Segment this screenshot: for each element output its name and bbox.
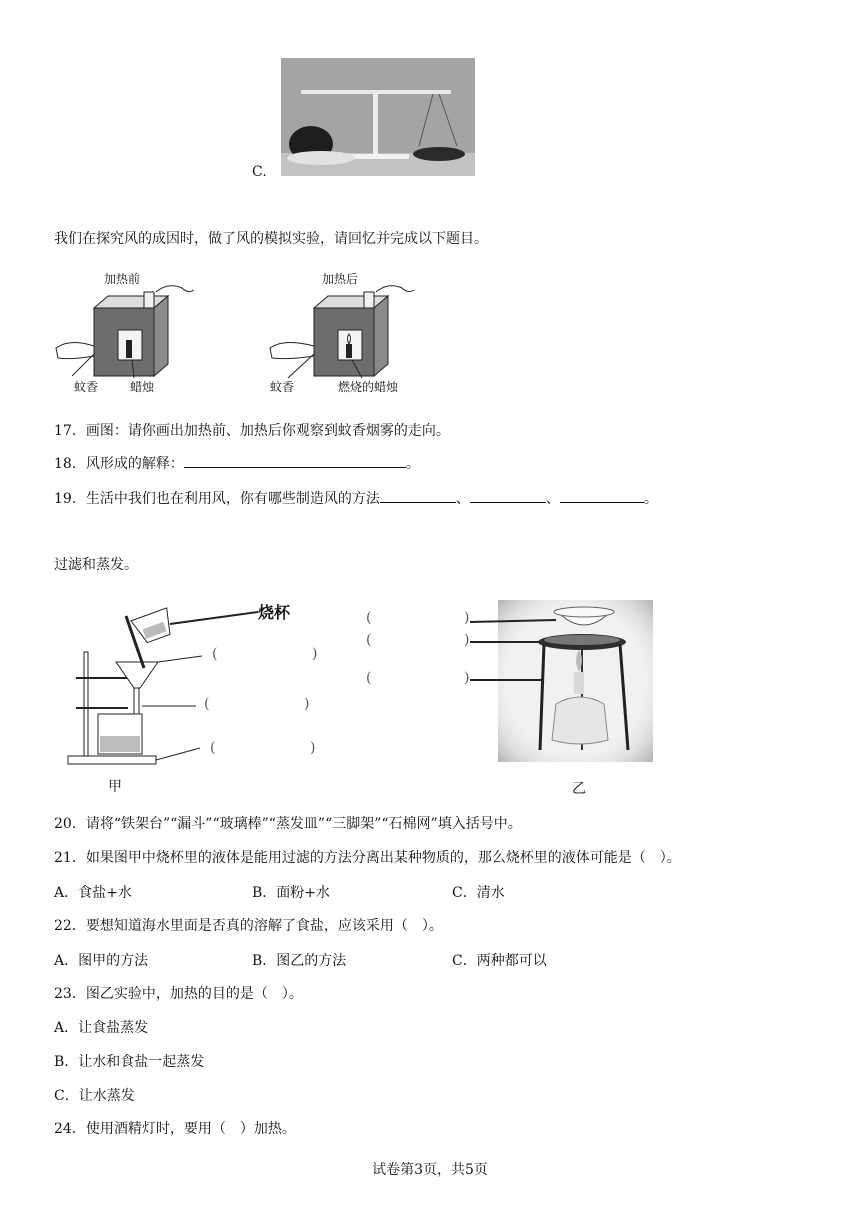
question-19-sep1: 、 <box>455 491 470 507</box>
evaporation-apparatus-drawing <box>470 600 655 800</box>
blank-paren-jia-2-open[interactable]: ( <box>204 696 210 712</box>
figure-after-title: 加热后 <box>322 272 359 286</box>
q22-option-a[interactable]: A．图甲的方法 <box>54 953 149 969</box>
figure-caption-yi: 乙 <box>572 781 586 797</box>
blank-paren-yi-1-open[interactable]: ( <box>366 610 372 626</box>
q22-option-c[interactable]: C．两种都可以 <box>452 953 547 969</box>
question-21: 21．如果图甲中烧杯里的液体是能用过滤的方法分离出某种物质的，那么烧杯里的液体可能是（ ）。 <box>54 850 681 866</box>
figure-caption-jia: 甲 <box>108 779 122 795</box>
option-c-label: C. <box>252 164 267 180</box>
question-18-suffix: 。 <box>405 456 420 472</box>
q23-option-b[interactable]: B．让水和食盐一起蒸发 <box>54 1054 205 1070</box>
balance-scale-drawing <box>281 58 475 176</box>
q23-option-a[interactable]: A．让食盐蒸发 <box>54 1020 149 1036</box>
question-19-suffix: 。 <box>643 491 658 507</box>
blank-paren-yi-2-open[interactable]: ( <box>366 632 372 648</box>
answer-blank-19-1[interactable] <box>380 488 456 503</box>
question-18 <box>54 453 420 474</box>
q23-option-c[interactable]: C．让水蒸发 <box>54 1088 135 1104</box>
blank-paren-jia-1-close: ) <box>312 646 318 662</box>
question-24: 24．使用酒精灯时，要用（ ）加热。 <box>54 1121 296 1137</box>
figure-before-heating <box>52 268 197 398</box>
filter-intro: 过滤和蒸发。 <box>54 557 138 573</box>
balance-scale-image <box>281 58 475 176</box>
question-19-sep2: 、 <box>545 491 560 507</box>
question-18-prefix: 18．风形成的解释： <box>54 456 184 472</box>
blank-paren-yi-3-close: ) <box>464 670 470 686</box>
question-19-prefix: 19．生活中我们也在利用风，你有哪些制造风的方法 <box>54 491 380 507</box>
label-mosquito-coil-after: 蚊香 <box>270 380 295 394</box>
blank-paren-yi-2-close: ) <box>464 632 470 648</box>
filtration-apparatus-drawing <box>62 596 332 801</box>
label-mosquito-coil-before: 蚊香 <box>74 380 99 394</box>
blank-paren-jia-2-close: ) <box>304 696 310 712</box>
blank-paren-yi-3-open[interactable]: ( <box>366 670 372 686</box>
question-17: 17．画图：请你画出加热前、加热后你观察到蚊香烟雾的走向。 <box>54 423 450 439</box>
answer-blank-19-3[interactable] <box>560 488 644 503</box>
blank-paren-yi-1-close: ) <box>464 610 470 626</box>
beaker-label: 烧杯 <box>258 603 291 622</box>
figure-evaporation-yi <box>470 600 655 800</box>
figure-before-title: 加热前 <box>104 272 141 286</box>
q21-option-c[interactable]: C．清水 <box>452 885 505 901</box>
blank-paren-jia-1-open[interactable]: ( <box>212 646 218 662</box>
q22-option-b[interactable]: B．图乙的方法 <box>252 953 347 969</box>
page-footer: 试卷第3页，共5页 <box>372 1162 488 1178</box>
q21-option-a[interactable]: A．食盐+水 <box>54 885 132 901</box>
answer-blank-18[interactable] <box>184 453 406 468</box>
wind-intro: 我们在探究风的成因时，做了风的模拟实验，请回忆并完成以下题目。 <box>54 231 488 247</box>
figure-after-heating <box>266 268 416 398</box>
question-20: 20．请将“铁架台”“漏斗”“玻璃棒”“蒸发皿”“三脚架”“石棉网”填入括号中。 <box>54 816 522 832</box>
question-23: 23．图乙实验中，加热的目的是（ ）。 <box>54 986 303 1002</box>
label-candle-before: 蜡烛 <box>130 380 155 394</box>
answer-blank-19-2[interactable] <box>470 488 546 503</box>
figure-filtration-jia <box>62 596 332 801</box>
label-burning-candle-after: 燃烧的蜡烛 <box>338 380 399 394</box>
question-19 <box>54 488 658 509</box>
question-22: 22．要想知道海水里面是否真的溶解了食盐，应该采用（ ）。 <box>54 918 443 934</box>
q21-option-b[interactable]: B．面粉+水 <box>252 885 331 901</box>
blank-paren-jia-3-open[interactable]: ( <box>210 740 216 756</box>
blank-paren-jia-3-close: ) <box>310 740 316 756</box>
